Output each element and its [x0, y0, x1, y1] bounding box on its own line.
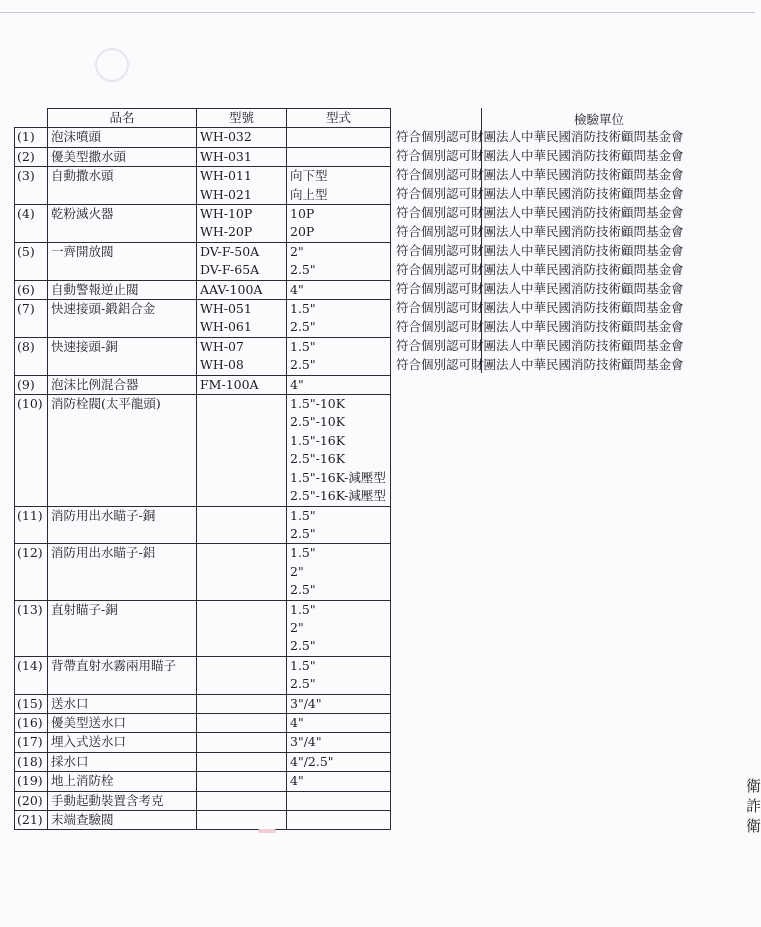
type-value: 1.5" [290, 601, 316, 617]
table-row [15, 544, 391, 600]
product-name: 一齊開放閥 [48, 242, 197, 280]
type-value: 2.5"-16K-減壓型 [290, 488, 386, 504]
model-number: WH-031 [200, 148, 252, 164]
type-cell [287, 600, 391, 656]
model-cell [197, 506, 287, 544]
model-number: WH-10P [200, 206, 253, 222]
product-name: 直射瞄子-銅 [48, 600, 197, 656]
type-cell [287, 752, 391, 771]
type-cell [287, 337, 391, 375]
inspection-line: 符合個別認可財團法人中華民國消防技術顧問基金會 [396, 357, 684, 372]
type-cell [287, 694, 391, 713]
type-value: 1.5"-16K-減壓型 [290, 469, 386, 485]
table-header-row [15, 109, 391, 128]
type-value: 1.5"-10K [290, 396, 346, 412]
row-number: (7) [15, 300, 48, 338]
row-number: (16) [15, 713, 48, 732]
watermark-logo-icon [95, 48, 129, 82]
model-number: FM-100A [200, 376, 259, 392]
inspection-header: 檢驗單位 [574, 112, 625, 127]
type-value: 10P [290, 206, 315, 222]
type-cell [287, 242, 391, 280]
row-number: (13) [15, 600, 48, 656]
row-number: (12) [15, 544, 48, 600]
header-type: 型式 [287, 109, 391, 128]
model-number: WH-011 [200, 168, 252, 184]
inspection-line: 符合個別認可財團法人中華民國消防技術顧問基金會 [396, 338, 684, 353]
type-value: 1.5" [290, 301, 316, 317]
table-row [15, 167, 391, 205]
type-cell [287, 375, 391, 394]
page-top-rule [0, 12, 755, 13]
type-cell [287, 772, 391, 791]
table-row [15, 128, 391, 147]
model-cell [197, 811, 287, 830]
type-value: 2" [290, 243, 304, 259]
table-row [15, 506, 391, 544]
type-value: 4" [290, 714, 304, 730]
table-row [15, 205, 391, 243]
model-cell [197, 300, 287, 338]
type-cell [287, 506, 391, 544]
table-row [15, 656, 391, 694]
table-row [15, 300, 391, 338]
table-row [15, 147, 391, 166]
type-value: 1.5" [290, 507, 316, 523]
product-spec-table [14, 108, 391, 830]
table-row [15, 280, 391, 299]
product-name: 消防用出水瞄子-銅 [48, 506, 197, 544]
inspection-line: 符合個別認可財團法人中華民國消防技術顧問基金會 [396, 319, 684, 334]
inspection-line: 符合個別認可財團法人中華民國消防技術顧問基金會 [396, 300, 684, 315]
inspection-line: 符合個別認可財團法人中華民國消防技術顧問基金會 [396, 262, 684, 277]
header-model: 型號 [197, 109, 287, 128]
model-cell [197, 713, 287, 732]
model-number: WH-08 [200, 357, 244, 373]
model-number: WH-032 [200, 129, 252, 145]
product-name: 自動警報逆止閥 [48, 280, 197, 299]
type-value: 3"/4" [290, 695, 322, 711]
type-value: 2.5" [290, 319, 316, 335]
type-value: 2" [290, 563, 304, 579]
edge-glyph: 衛 [746, 777, 761, 795]
type-value: 2.5" [290, 582, 316, 598]
product-name: 消防用出水瞄子-鋁 [48, 544, 197, 600]
type-value: 2.5" [290, 638, 316, 654]
row-number: (11) [15, 506, 48, 544]
type-cell [287, 656, 391, 694]
row-number: (6) [15, 280, 48, 299]
type-cell [287, 791, 391, 810]
product-name: 自動撒水頭 [48, 167, 197, 205]
type-cell [287, 544, 391, 600]
inspection-line: 符合個別認可財團法人中華民國消防技術顧問基金會 [396, 281, 684, 296]
model-cell [197, 395, 287, 506]
type-cell [287, 395, 391, 506]
row-number: (15) [15, 694, 48, 713]
table-row [15, 791, 391, 810]
model-cell [197, 167, 287, 205]
type-value: 2.5"-16K [290, 451, 346, 467]
model-cell [197, 147, 287, 166]
table-row [15, 713, 391, 732]
type-value: 20P [290, 224, 315, 240]
product-name: 埋入式送水口 [48, 733, 197, 752]
type-cell [287, 147, 391, 166]
model-number: WH-07 [200, 338, 244, 354]
row-number: (9) [15, 375, 48, 394]
model-cell [197, 205, 287, 243]
row-number: (20) [15, 791, 48, 810]
type-value: 1.5" [290, 545, 316, 561]
type-value: 2.5" [290, 525, 316, 541]
row-number: (3) [15, 167, 48, 205]
table-row [15, 752, 391, 771]
model-cell [197, 752, 287, 771]
product-name: 地上消防栓 [48, 772, 197, 791]
type-cell [287, 300, 391, 338]
product-name: 採水口 [48, 752, 197, 771]
inspection-line: 符合個別認可財團法人中華民國消防技術顧問基金會 [396, 167, 684, 182]
row-number: (14) [15, 656, 48, 694]
type-value: 2.5" [290, 357, 316, 373]
model-number: DV-F-50A [200, 243, 260, 259]
table-row [15, 694, 391, 713]
type-value: 2.5"-10K [290, 414, 346, 430]
row-number: (2) [15, 147, 48, 166]
table-row [15, 600, 391, 656]
type-cell [287, 205, 391, 243]
inspection-line: 符合個別認可財團法人中華民國消防技術顧問基金會 [396, 224, 684, 239]
product-name: 背帶直射水霧兩用瞄子 [48, 656, 197, 694]
inspection-line: 符合個別認可財團法人中華民國消防技術顧問基金會 [396, 186, 684, 201]
row-number: (5) [15, 242, 48, 280]
edge-glyph: 詐 [746, 797, 761, 815]
table-row [15, 395, 391, 506]
edge-glyph: 衛 [746, 817, 761, 835]
product-name: 泡沫噴頭 [48, 128, 197, 147]
type-cell [287, 713, 391, 732]
type-value: 4" [290, 773, 304, 789]
model-cell [197, 694, 287, 713]
model-cell [197, 791, 287, 810]
model-number: DV-F-65A [200, 262, 260, 278]
row-number: (17) [15, 733, 48, 752]
inspection-line: 符合個別認可財團法人中華民國消防技術顧問基金會 [396, 205, 684, 220]
table-row [15, 337, 391, 375]
inspection-line: 符合個別認可財團法人中華民國消防技術顧問基金會 [396, 129, 684, 144]
type-value: 3"/4" [290, 734, 322, 750]
product-name: 乾粉滅火器 [48, 205, 197, 243]
type-cell [287, 811, 391, 830]
model-number: WH-021 [200, 186, 252, 202]
model-cell [197, 375, 287, 394]
model-cell [197, 280, 287, 299]
type-value: 1.5" [290, 338, 316, 354]
product-name: 手動起動裝置含考克 [48, 791, 197, 810]
type-value: 2" [290, 619, 304, 635]
header-number-cell [15, 109, 48, 128]
model-cell [197, 544, 287, 600]
inspection-list [396, 127, 684, 374]
row-number: (19) [15, 772, 48, 791]
type-value: 向上型 [290, 186, 328, 202]
type-cell [287, 280, 391, 299]
model-cell [197, 656, 287, 694]
inspection-line: 符合個別認可財團法人中華民國消防技術顧問基金會 [396, 148, 684, 163]
model-cell [197, 772, 287, 791]
table-row [15, 811, 391, 830]
type-cell [287, 128, 391, 147]
model-number: WH-20P [200, 224, 253, 240]
model-cell [197, 337, 287, 375]
row-number: (1) [15, 128, 48, 147]
model-cell [197, 242, 287, 280]
model-cell [197, 128, 287, 147]
product-name: 末端查驗閥 [48, 811, 197, 830]
red-stamp-mark [258, 829, 276, 833]
model-number: WH-051 [200, 301, 252, 317]
type-cell [287, 167, 391, 205]
header-name: 品名 [48, 109, 197, 128]
product-name: 優美型送水口 [48, 713, 197, 732]
product-name: 快速接頭-鍛鋁合金 [48, 300, 197, 338]
model-number: AAV-100A [200, 281, 263, 297]
row-number: (18) [15, 752, 48, 771]
product-name: 消防栓閥(太平龍頭) [48, 395, 197, 506]
model-number: WH-061 [200, 319, 252, 335]
table-row [15, 375, 391, 394]
product-name: 快速接頭-銅 [48, 337, 197, 375]
row-number: (8) [15, 337, 48, 375]
table-row [15, 772, 391, 791]
product-spec-body [15, 128, 391, 830]
table-row [15, 242, 391, 280]
inspection-line: 符合個別認可財團法人中華民國消防技術顧問基金會 [396, 243, 684, 258]
model-cell [197, 733, 287, 752]
type-value: 1.5" [290, 657, 316, 673]
row-number: (4) [15, 205, 48, 243]
type-cell [287, 733, 391, 752]
type-value: 4" [290, 376, 304, 392]
product-name: 送水口 [48, 694, 197, 713]
type-value: 4" [290, 281, 304, 297]
row-number: (21) [15, 811, 48, 830]
type-value: 2.5" [290, 676, 316, 692]
row-number: (10) [15, 395, 48, 506]
type-value: 向下型 [290, 168, 328, 184]
type-value: 4"/2.5" [290, 753, 334, 769]
product-name: 泡沫比例混合器 [48, 375, 197, 394]
type-value: 2.5" [290, 262, 316, 278]
product-name: 優美型撒水頭 [48, 147, 197, 166]
model-cell [197, 600, 287, 656]
table-row [15, 733, 391, 752]
type-value: 1.5"-16K [290, 432, 346, 448]
